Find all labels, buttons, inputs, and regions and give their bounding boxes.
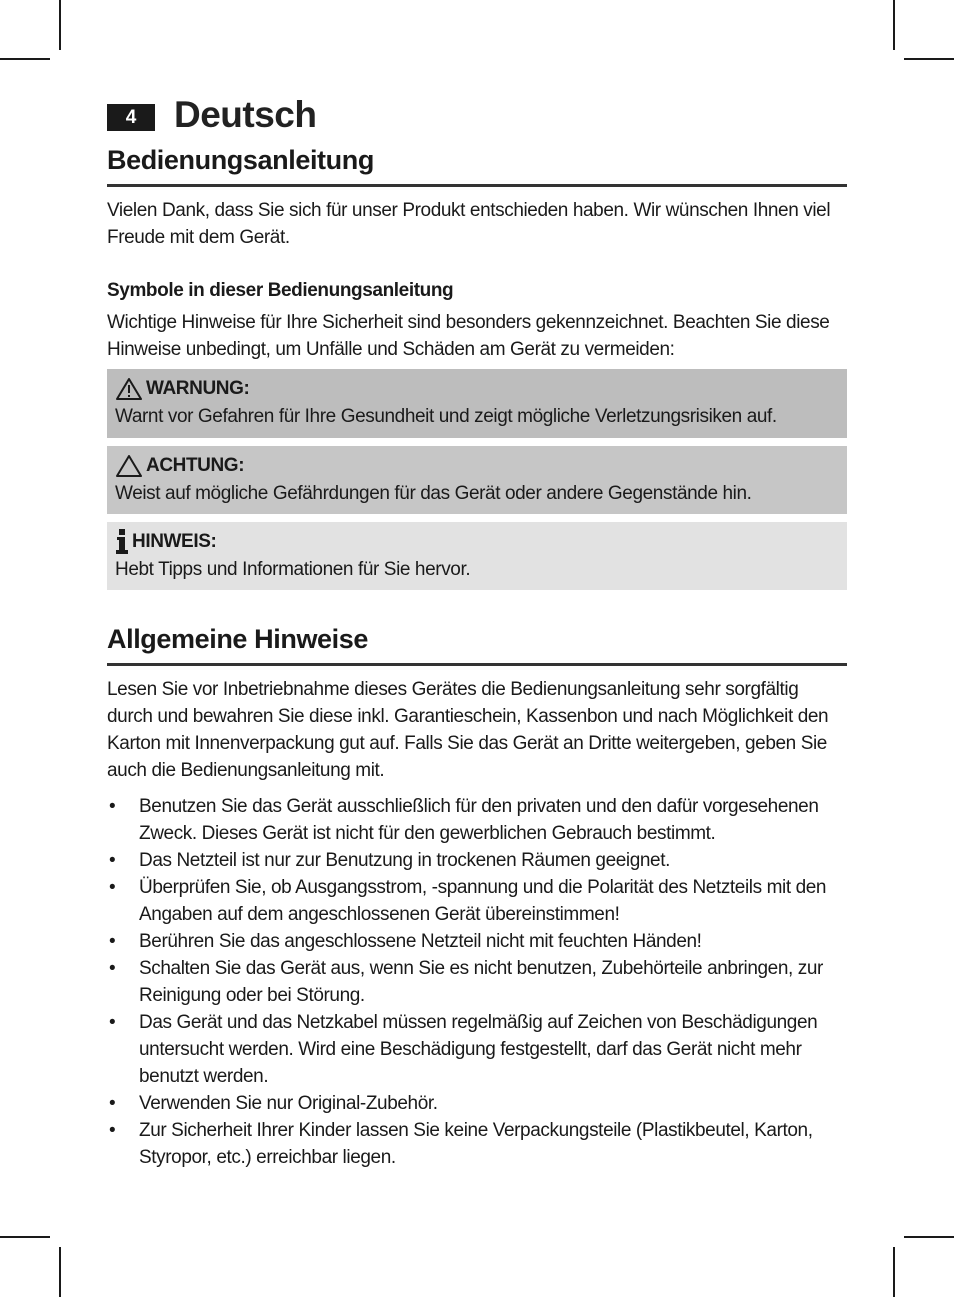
list-item-text: Das Gerät und das Netzkabel müssen regelmäßig auf Zeichen von Beschädigungen untersucht werden. Wird eine Beschädigung festgestellt, darf das Gerät nicht mehr benutzt werden. xyxy=(139,1012,818,1087)
crop-mark xyxy=(904,1236,954,1238)
symbols-heading: Symbole in dieser Bedienungsanleitung xyxy=(107,280,454,301)
list-item xyxy=(107,1090,857,1117)
bullet-icon: • xyxy=(109,877,116,898)
caution-label: ACHTUNG: xyxy=(146,455,245,476)
section-title-manual: Bedienungsanleitung xyxy=(107,145,374,175)
list-item-text: Benutzen Sie das Gerät ausschließlich für den privaten und den dafür vorgesehenen Zweck. Dieses Gerät ist nicht für den gewerblichen Gebrauch bestimmt. xyxy=(139,796,819,844)
warning-label: WARNUNG: xyxy=(146,378,250,399)
crop-mark xyxy=(893,0,895,50)
list-item-text: Verwenden Sie nur Original-Zubehör. xyxy=(139,1093,438,1114)
section-title-general: Allgemeine Hinweise xyxy=(107,624,368,654)
bullet-icon: • xyxy=(109,931,116,952)
crop-mark xyxy=(0,1236,50,1238)
bullet-icon: • xyxy=(109,796,116,817)
crop-mark xyxy=(893,1247,895,1297)
caution-text: Weist auf mögliche Gefährdungen für das Gerät oder andere Gegenstände hin. xyxy=(115,483,752,504)
safety-bullet-list xyxy=(107,793,857,1171)
section-divider xyxy=(107,663,847,666)
bullet-icon: • xyxy=(109,850,116,871)
crop-mark xyxy=(59,0,61,50)
warning-notice xyxy=(107,369,847,438)
info-text: Hebt Tipps und Informationen für Sie hervor. xyxy=(115,559,471,580)
bullet-icon: • xyxy=(109,1012,116,1033)
list-item-text: Das Netzteil ist nur zur Benutzung in trockenen Räumen geeignet. xyxy=(139,850,670,871)
caution-triangle-icon xyxy=(115,454,143,478)
crop-mark xyxy=(0,58,50,60)
intro-paragraph: Vielen Dank, dass Sie sich für unser Produkt entschieden haben. Wir wünschen Ihnen viel Freude mit dem Gerät. xyxy=(107,200,831,248)
language-title: Deutsch xyxy=(174,94,317,135)
bullet-icon: • xyxy=(109,1093,116,1114)
bullet-icon: • xyxy=(109,958,116,979)
crop-mark xyxy=(59,1247,61,1297)
list-item xyxy=(107,874,857,928)
list-item xyxy=(107,928,857,955)
list-item xyxy=(107,793,857,847)
list-item-text: Berühren Sie das angeschlossene Netzteil nicht mit feuchten Händen! xyxy=(139,931,702,952)
list-item-text: Zur Sicherheit Ihrer Kinder lassen Sie keine Verpackungsteile (Plastikbeutel, Karton, Styropor, etc.) erreichbar liegen. xyxy=(139,1120,813,1168)
info-label-row xyxy=(115,528,839,556)
section-divider xyxy=(107,184,847,187)
list-item-text: Überprüfen Sie, ob Ausgangsstrom, -spannung und die Polarität des Netzteils mit den Angaben auf dem angeschlossenen Gerät übereinstimmen! xyxy=(139,877,827,925)
warning-label-row xyxy=(115,375,839,403)
info-icon xyxy=(115,529,129,555)
info-notice xyxy=(107,522,847,590)
list-item xyxy=(107,1009,857,1090)
page-number-badge: 4 xyxy=(107,104,155,131)
symbols-paragraph: Wichtige Hinweise für Ihre Sicherheit sind besonders gekennzeichnet. Beachten Sie diese Hinweise unbedingt, um Unfälle und Schäden am Gerät zu vermeiden: xyxy=(107,312,830,360)
info-label: HINWEIS: xyxy=(132,531,217,552)
caution-notice xyxy=(107,446,847,514)
bullet-icon: • xyxy=(109,1120,116,1141)
crop-mark xyxy=(904,58,954,60)
list-item xyxy=(107,1117,857,1171)
general-intro-paragraph: Lesen Sie vor Inbetriebnahme dieses Gerätes die Bedienungsanleitung sehr sorgfältig durch und bewahren Sie diese inkl. Garantieschein, Kassenbon und nach Möglichkeit den Karton mit Innenverpackung gut auf. Falls Sie das Gerät an Dritte weitergeben, geben Sie auch die Bedienungsanleitung mit. xyxy=(107,679,829,781)
list-item xyxy=(107,847,857,874)
list-item xyxy=(107,955,857,1009)
caution-label-row xyxy=(115,452,839,480)
warning-triangle-icon xyxy=(115,377,143,401)
warning-text: Warnt vor Gefahren für Ihre Gesundheit und zeigt mögliche Verletzungsrisiken auf. xyxy=(115,406,777,427)
list-item-text: Schalten Sie das Gerät aus, wenn Sie es nicht benutzen, Zubehörteile anbringen, zur Reinigung oder bei Störung. xyxy=(139,958,823,1006)
